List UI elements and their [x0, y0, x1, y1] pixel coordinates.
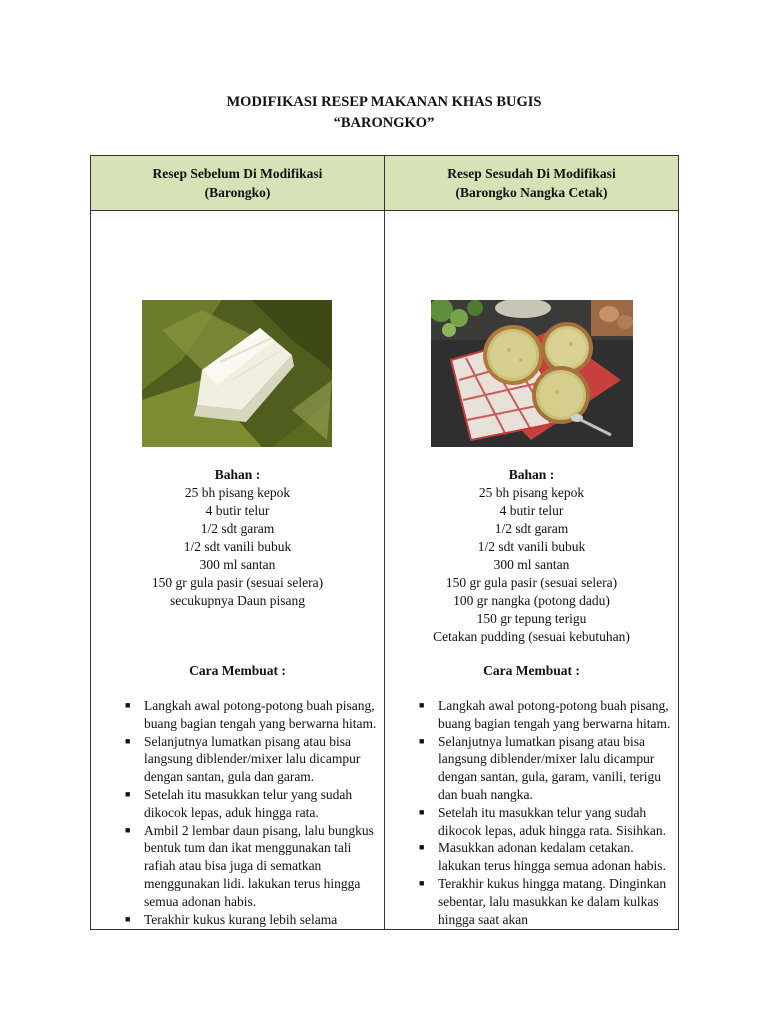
bullet-icon: ■ [125, 735, 131, 746]
header-after-line2: (Barongko Nangka Cetak) [455, 185, 608, 200]
step-text: Setelah itu masukkan telur yang sudah dikocok lepas, aduk hingga rata. Sisihkan. [438, 804, 666, 838]
bullet-icon: ■ [125, 788, 131, 799]
step-text: Selanjutnya lumatkan pisang atau bisa langsung diblender/mixer lalu dicampur dengan santan, gula dan garam. [144, 733, 361, 785]
bahan-title-before: Bahan : [214, 467, 261, 482]
step-text: Langkah awal potong-potong buah pisang, buang bagian tengah yang berwarna hitam. [438, 698, 671, 731]
bullet-icon: ■ [419, 877, 425, 888]
step-item [125, 786, 380, 822]
ingredient-item: Cetakan pudding (sesuai kebutuhan) [433, 629, 630, 644]
step-item [419, 733, 674, 804]
header-after-line1: Resep Sesudah Di Modifikasi [447, 166, 616, 181]
barongko-photo [142, 300, 332, 447]
step-text: Langkah awal potong-potong buah pisang, buang bagian tengah yang berwarna hitam. [144, 698, 377, 731]
ingredient-item: 150 gr gula pasir (sesuai selera) [151, 575, 324, 590]
steps-before [125, 697, 380, 928]
ingredient-item: 1/2 sdt garam [200, 521, 275, 536]
document-title: MODIFIKASI RESEP MAKANAN KHAS BUGIS [226, 94, 542, 110]
bullet-icon: ■ [419, 806, 425, 817]
step-text: Setelah itu masukkan telur yang sudah dikocok lepas, aduk hingga rata. [144, 786, 353, 820]
bullet-icon: ■ [125, 913, 131, 924]
step-item [125, 911, 380, 929]
header-before-line2: (Barongko) [204, 185, 271, 200]
bullet-icon: ■ [419, 700, 425, 710]
step-text: Selanjutnya lumatkan pisang atau bisa langsung diblender/mixer lalu dicampur dengan santan, gula, garam, vanili, terigu dan buah nangka. [438, 733, 662, 802]
ingredient-item: 100 gr nangka (potong dadu) [453, 593, 610, 608]
ingredients-after [385, 466, 678, 646]
ingredient-item: 1/2 sdt garam [494, 521, 569, 536]
document-subtitle: “BARONGKO” [333, 115, 435, 131]
step-item [419, 875, 674, 928]
step-item [419, 804, 674, 840]
step-text: Masukkan adonan kedalam cetakan. lakukan terus hingga semua adonan habis. [438, 840, 666, 874]
ingredient-item: 4 butir telur [499, 503, 564, 518]
column-before [91, 211, 385, 930]
step-text: Terakhir kukus hingga matang. Dinginkan sebentar, lalu masukkan ke dalam kulkas hingga saat akan [438, 875, 667, 927]
bullet-icon: ■ [125, 700, 131, 710]
ingredient-item: 300 ml santan [199, 557, 276, 572]
ingredient-item: 25 bh pisang kepok [184, 485, 291, 500]
step-text: Ambil 2 lembar daun pisang, lalu bungkus bentuk tum dan ikat menggunakan tali rafiah atau bisa juga di sematkan menggunakan lidi. lakukan terus hingga semua adonan habis. [144, 822, 374, 909]
ingredient-item: 25 bh pisang kepok [478, 485, 585, 500]
header-before-line1: Resep Sebelum Di Modifikasi [152, 166, 323, 181]
step-item [125, 822, 380, 911]
ingredient-item: 1/2 sdt vanili bubuk [183, 539, 292, 554]
header-before [91, 156, 385, 211]
header-after [385, 156, 679, 211]
ingredient-item: 150 gr gula pasir (sesuai selera) [445, 575, 618, 590]
ingredient-item: 150 gr tepung terigu [476, 611, 587, 626]
steps-after [419, 697, 674, 928]
bullet-icon: ■ [125, 824, 131, 835]
ingredient-item: secukupnya Daun pisang [170, 593, 305, 608]
ingredient-item: 1/2 sdt vanili bubuk [477, 539, 586, 554]
barongko-nangka-cetak-photo [431, 300, 633, 447]
recipe-comparison-table [90, 155, 679, 930]
step-text: Terakhir kukus kurang lebih selama [144, 911, 338, 927]
ingredient-item: 300 ml santan [493, 557, 570, 572]
step-item [125, 697, 380, 733]
cara-title-after: Cara Membuat : [483, 663, 580, 678]
step-item [125, 733, 380, 786]
ingredients-before [91, 466, 384, 610]
column-after [385, 211, 679, 930]
bullet-icon: ■ [419, 735, 425, 746]
bullet-icon: ■ [419, 842, 425, 853]
step-item [419, 697, 674, 733]
cara-title-before: Cara Membuat : [189, 663, 286, 678]
ingredient-item: 4 butir telur [205, 503, 270, 518]
bahan-title-after: Bahan : [508, 467, 555, 482]
step-item [419, 839, 674, 875]
